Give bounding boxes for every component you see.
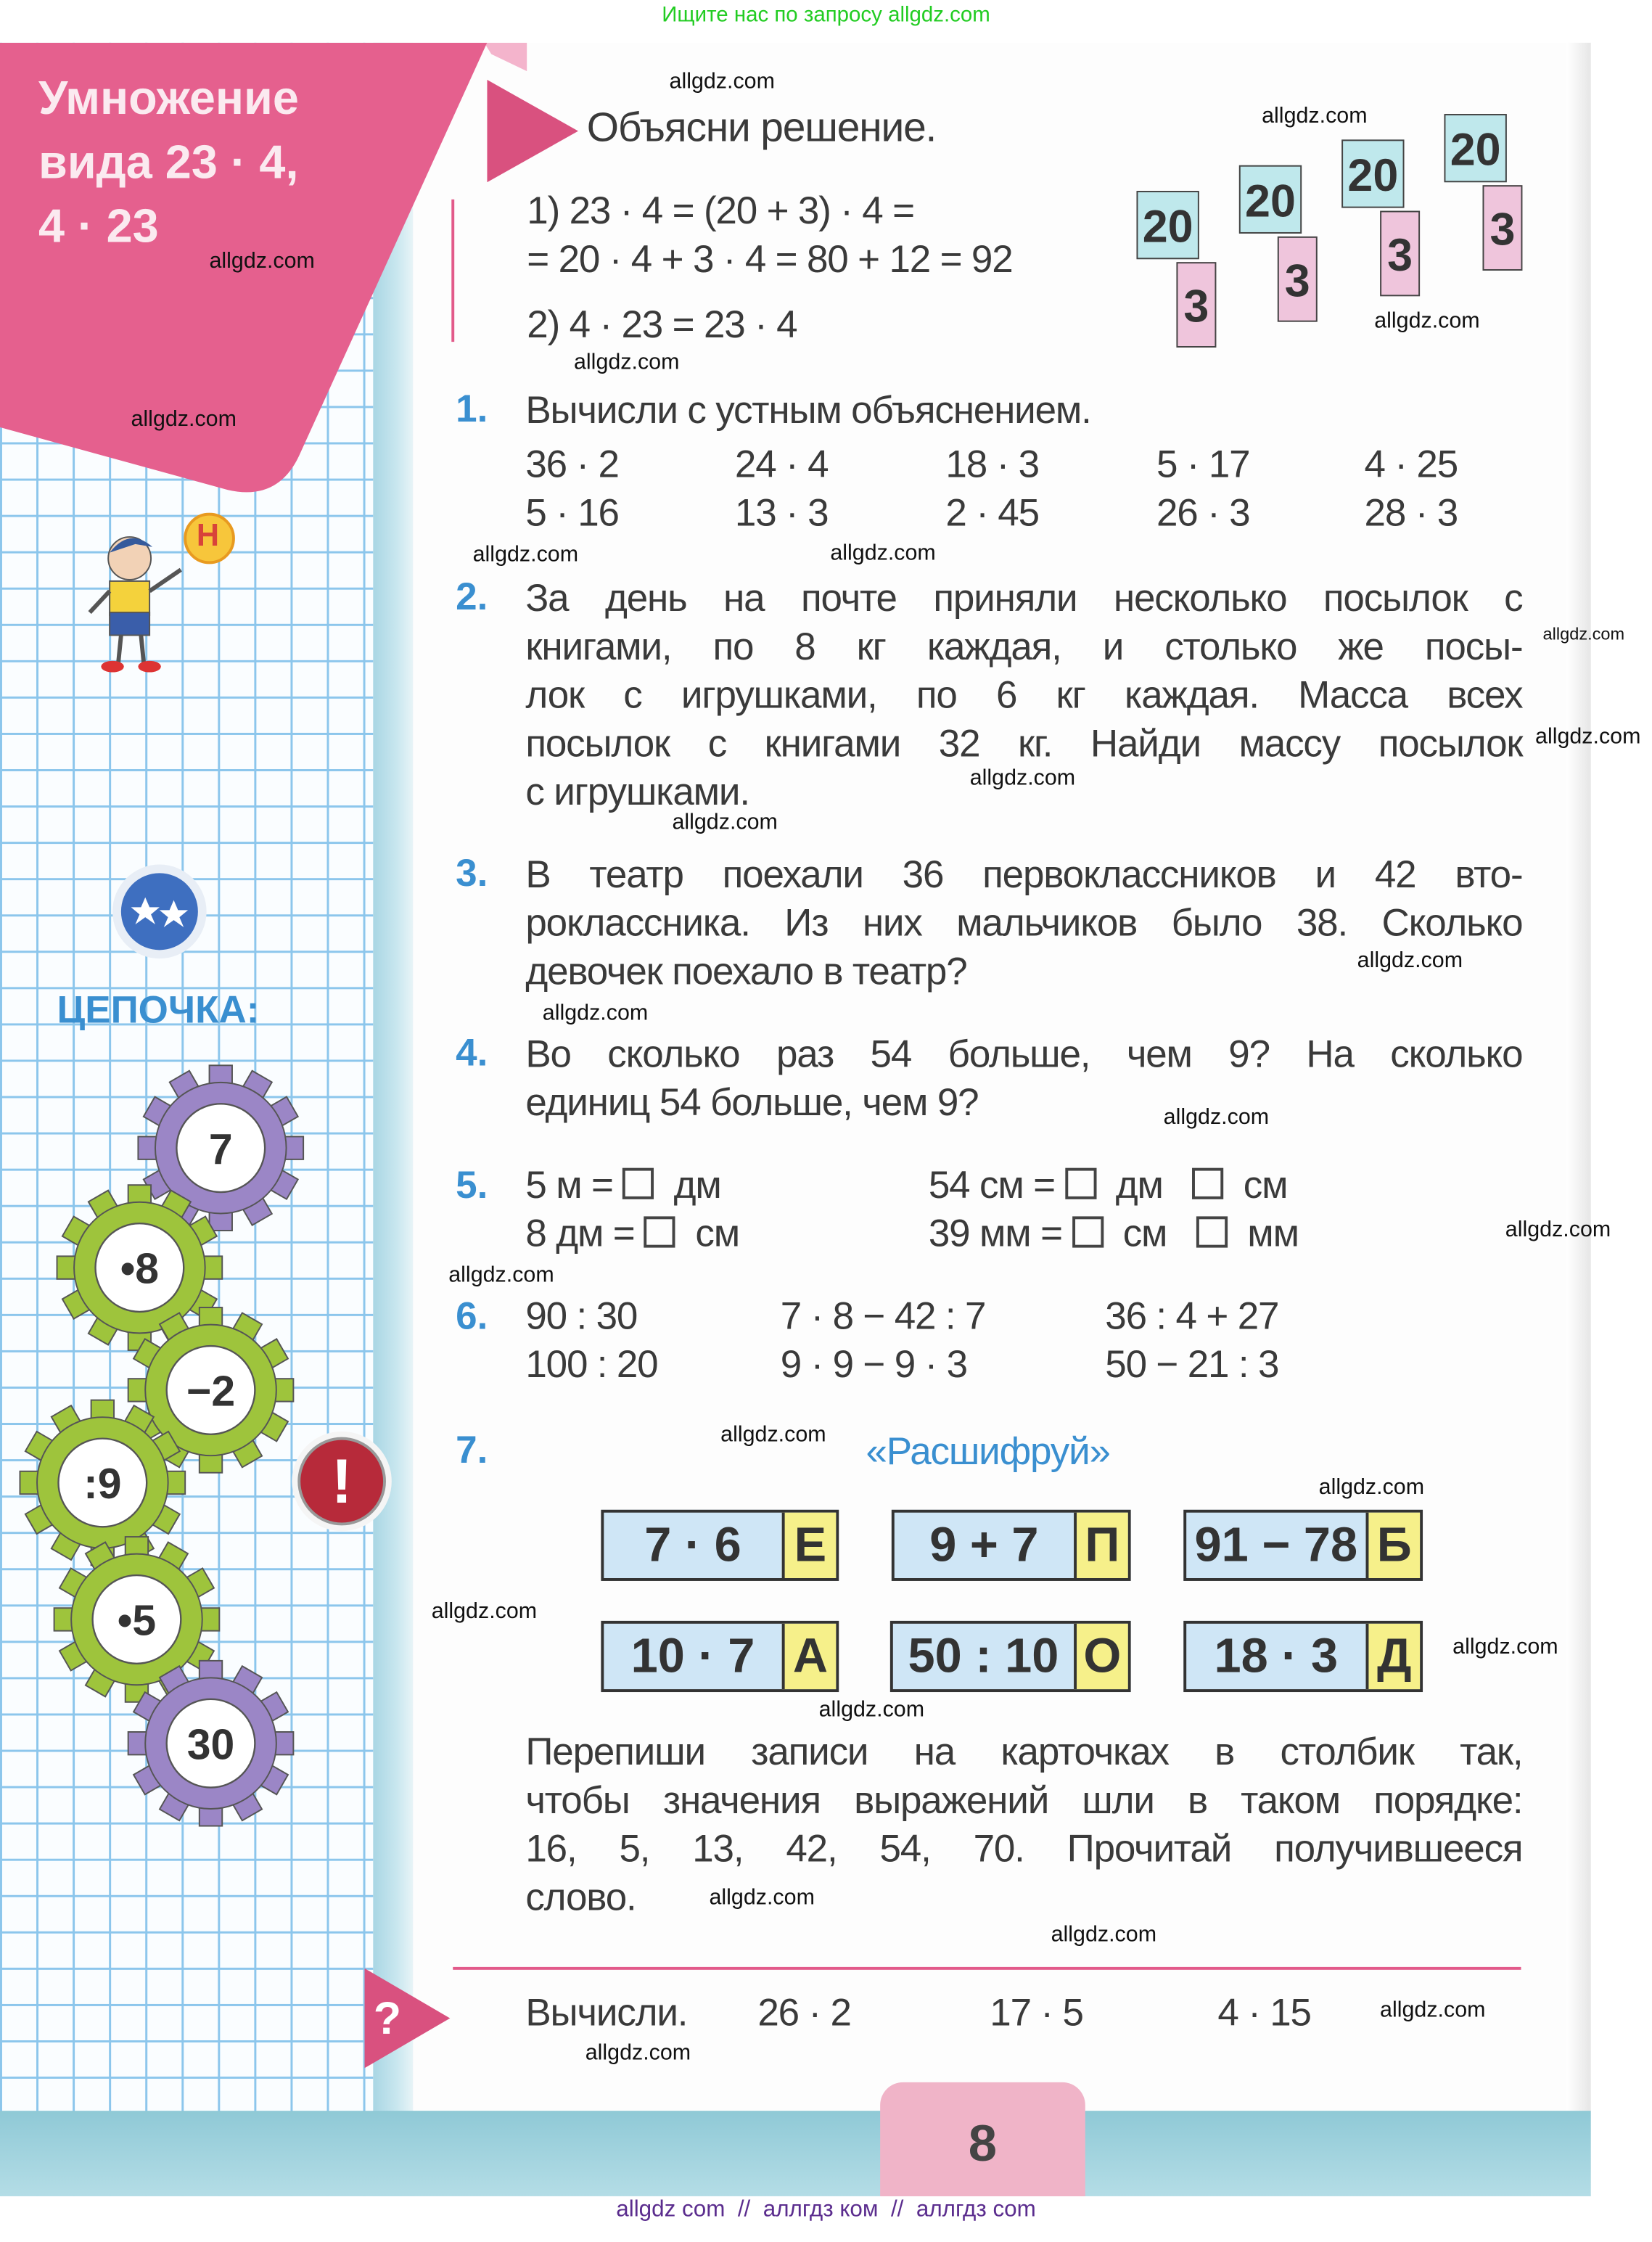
task-text-line: В театр поехали 36 первоклассников и 42 вто- (525, 853, 1523, 896)
watermark: allgdz.com (472, 542, 579, 567)
conv-unit: см (695, 1212, 740, 1255)
task-text-line: Перепиши записи на карточках в столбик так, (525, 1730, 1523, 1773)
ones-tile: 3 (1380, 211, 1420, 297)
task-text-line: роклассника. Из них мальчиков было 38. Сколько (525, 901, 1523, 945)
svg-text:?: ? (373, 1993, 402, 2045)
watermark: allgdz.com (720, 1423, 826, 1448)
expression: 4 · 25 (1364, 443, 1458, 486)
explain-heading: Объясни решение. (586, 105, 937, 152)
watermark: allgdz.com (1452, 1635, 1558, 1659)
ones-tile: 3 (1176, 262, 1216, 348)
card-letter: Д (1366, 1624, 1421, 1689)
answer-box[interactable] (1064, 1168, 1096, 1199)
card-letter: А (782, 1624, 837, 1689)
explain-line: = 20 · 4 + 3 · 4 = 80 + 12 = 92 (527, 237, 1013, 281)
card-expression: 10 · 7 (630, 1629, 755, 1684)
answer-box[interactable] (622, 1168, 654, 1199)
card-expression: 18 · 3 (1214, 1629, 1339, 1684)
explain-line: 1) 23 · 4 = (20 + 3) · 4 = (527, 189, 914, 232)
page-number: 8 (880, 2082, 1085, 2196)
conv-text: 39 мм = (928, 1212, 1062, 1255)
task-text-line: 16, 5, 13, 42, 54, 70. Прочитай получившееся (525, 1827, 1523, 1871)
card-expression: 50 : 10 (908, 1629, 1059, 1684)
explain-line: 2) 4 · 23 = 23 · 4 (527, 303, 797, 347)
watermark: allgdz.com (1051, 1923, 1157, 1947)
card-expression: 91 − 78 (1194, 1518, 1358, 1573)
code-card (601, 1510, 839, 1581)
puzzle-title: «Расшифруй» (866, 1429, 1110, 1473)
gear-label: •8 (120, 1245, 160, 1293)
question-icon (365, 1968, 453, 2068)
gear-label: 30 (186, 1721, 235, 1769)
watermark: allgdz.com (585, 2040, 691, 2066)
conversion-row (929, 1210, 1299, 1258)
task-text-line: лок с игрушками, по 6 кг каждая. Масса всех (525, 673, 1523, 717)
conv-unit: см (1243, 1163, 1288, 1207)
watermark: allgdz.com (542, 1001, 649, 1026)
watermark: allgdz.com (209, 249, 315, 274)
task-text-line: Во сколько раз 54 больше, чем 9? На сколько (525, 1032, 1523, 1076)
card-letter: Е (782, 1513, 837, 1578)
task-number: 3. (456, 851, 488, 895)
review-rule (453, 1967, 1521, 1970)
lesson-title (38, 65, 299, 258)
answer-box[interactable] (1072, 1216, 1103, 1247)
expression: 4 · 15 (1217, 1991, 1311, 2034)
answer-box[interactable] (1196, 1216, 1228, 1247)
task-text-line: посылок с книгами 32 кг. Найди массу посылок (525, 722, 1523, 765)
card-letter: П (1074, 1513, 1128, 1578)
task-text: Вычисли с устным объяснением. (525, 388, 1091, 432)
site-footer: allgdz com // аллгдз ком // аллгдз com (616, 2197, 1036, 2222)
watermark: allgdz.com (573, 350, 680, 375)
watermark: allgdz.com (818, 1697, 925, 1722)
stars-icon (111, 863, 207, 960)
tens-tile: 20 (1341, 139, 1404, 208)
lesson-title-line: Умножение (38, 71, 299, 124)
expression: 17 · 5 (990, 1991, 1083, 2034)
watermark: allgdz.com (448, 1263, 554, 1288)
answer-box[interactable] (1192, 1168, 1223, 1199)
task-text-line: чтобы значения выражений шли в таком порядке: (525, 1778, 1523, 1822)
expression: 36 · 2 (525, 443, 619, 486)
bottom-strip (0, 2111, 1591, 2196)
expression: 24 · 4 (734, 443, 829, 486)
task-number: 1. (456, 387, 488, 430)
gear-label: :9 (83, 1461, 122, 1508)
tens-tile: 20 (1136, 191, 1199, 259)
task-text-line: слово. (525, 1876, 636, 1919)
explain-rule (451, 200, 454, 342)
lesson-title-line: 4 · 23 (38, 199, 159, 252)
code-card (1183, 1510, 1423, 1581)
watermark: allgdz.com (709, 1886, 815, 1910)
task-text-line: За день на почте приняли несколько посылок с (525, 577, 1523, 620)
answer-box[interactable] (644, 1216, 675, 1247)
conv-text: 54 см = (928, 1163, 1055, 1207)
attention-icon (290, 1430, 393, 1532)
code-card (1183, 1621, 1423, 1692)
expression: 5 · 17 (1156, 443, 1250, 486)
ones-tile: 3 (1482, 185, 1522, 271)
gear-label: 7 (208, 1125, 233, 1173)
badge-letter: Н (196, 517, 220, 553)
watermark: allgdz.com (1163, 1105, 1270, 1130)
task-text-line: единиц 54 больше, чем 9? (525, 1080, 979, 1124)
chain-heading: ЦЕПОЧКА: (57, 988, 260, 1032)
conv-unit: см (1122, 1212, 1167, 1255)
watermark: allgdz.com (431, 1599, 538, 1624)
code-card (892, 1510, 1131, 1581)
watermark: allgdz.com (1535, 725, 1641, 750)
section-arrow-icon (487, 80, 581, 182)
gear-icon (126, 1658, 297, 1829)
expression: 90 : 30 (525, 1294, 638, 1338)
lesson-title-line: вида 23 · 4, (38, 135, 299, 189)
conv-text: 5 м = (525, 1163, 613, 1207)
task-text-line: девочек поехало в театр? (525, 950, 967, 993)
expression: 26 · 3 (1156, 491, 1250, 535)
conv-unit: мм (1247, 1212, 1299, 1255)
conv-text: 8 дм = (525, 1212, 635, 1255)
watermark: allgdz.com (1262, 104, 1368, 128)
watermark: allgdz.com (830, 541, 936, 566)
expression: 9 · 9 − 9 · 3 (780, 1343, 967, 1386)
watermark: allgdz.com (672, 810, 778, 835)
task-number: 4. (456, 1031, 488, 1075)
conv-unit: дм (673, 1163, 721, 1207)
conv-unit: дм (1115, 1163, 1163, 1207)
watermark: allgdz.com (669, 70, 775, 94)
conversion-row (929, 1161, 1288, 1210)
expression: 50 − 21 : 3 (1105, 1343, 1279, 1386)
watermark: allgdz.com (1542, 623, 1625, 644)
card-letter: О (1074, 1624, 1128, 1689)
card-expression: 9 + 7 (929, 1518, 1039, 1573)
watermark: allgdz.com (1505, 1218, 1611, 1242)
watermark: allgdz.com (1374, 308, 1480, 334)
search-hint: Ищите нас по запросу allgdz.com (662, 2, 990, 28)
watermark: allgdz.com (1357, 948, 1463, 973)
expression: 2 · 45 (945, 491, 1039, 535)
watermark: allgdz.com (1380, 1998, 1486, 2023)
watermark: allgdz.com (1318, 1475, 1425, 1500)
expression: 100 : 20 (525, 1343, 658, 1386)
expression: 36 : 4 + 27 (1105, 1294, 1279, 1338)
expression: 28 · 3 (1364, 491, 1458, 535)
watermark: allgdz.com (969, 766, 1076, 791)
expression: 26 · 2 (757, 1991, 851, 2034)
task-text-line: книгами, по 8 кг каждая, и столько же посы- (525, 625, 1523, 668)
ones-tile: 3 (1278, 237, 1318, 322)
task-number: 5. (456, 1163, 488, 1207)
expression: 7 · 8 − 42 : 7 (780, 1294, 986, 1338)
watermark: allgdz.com (131, 407, 237, 432)
tens-tile: 20 (1239, 165, 1302, 234)
expression: 13 · 3 (734, 491, 829, 535)
gear-label: −2 (186, 1368, 236, 1416)
svg-text:!: ! (331, 1446, 353, 1516)
code-card (601, 1621, 839, 1692)
expression: 5 · 16 (525, 491, 619, 535)
page-edge (1566, 43, 1590, 2196)
card-expression: 7 · 6 (644, 1518, 741, 1573)
task-number: 2. (456, 575, 488, 618)
task-number: 7. (456, 1428, 488, 1471)
gear-label: •5 (117, 1597, 157, 1645)
code-card (890, 1621, 1131, 1692)
card-letter: Б (1366, 1513, 1421, 1578)
conversion-row (525, 1161, 720, 1210)
task-text-line: с игрушками. (525, 770, 749, 813)
tens-tile: 20 (1444, 114, 1506, 182)
review-label: Вычисли. (525, 1991, 688, 2034)
task-number: 6. (456, 1294, 488, 1338)
expression: 18 · 3 (945, 443, 1039, 486)
conversion-row (525, 1210, 739, 1258)
